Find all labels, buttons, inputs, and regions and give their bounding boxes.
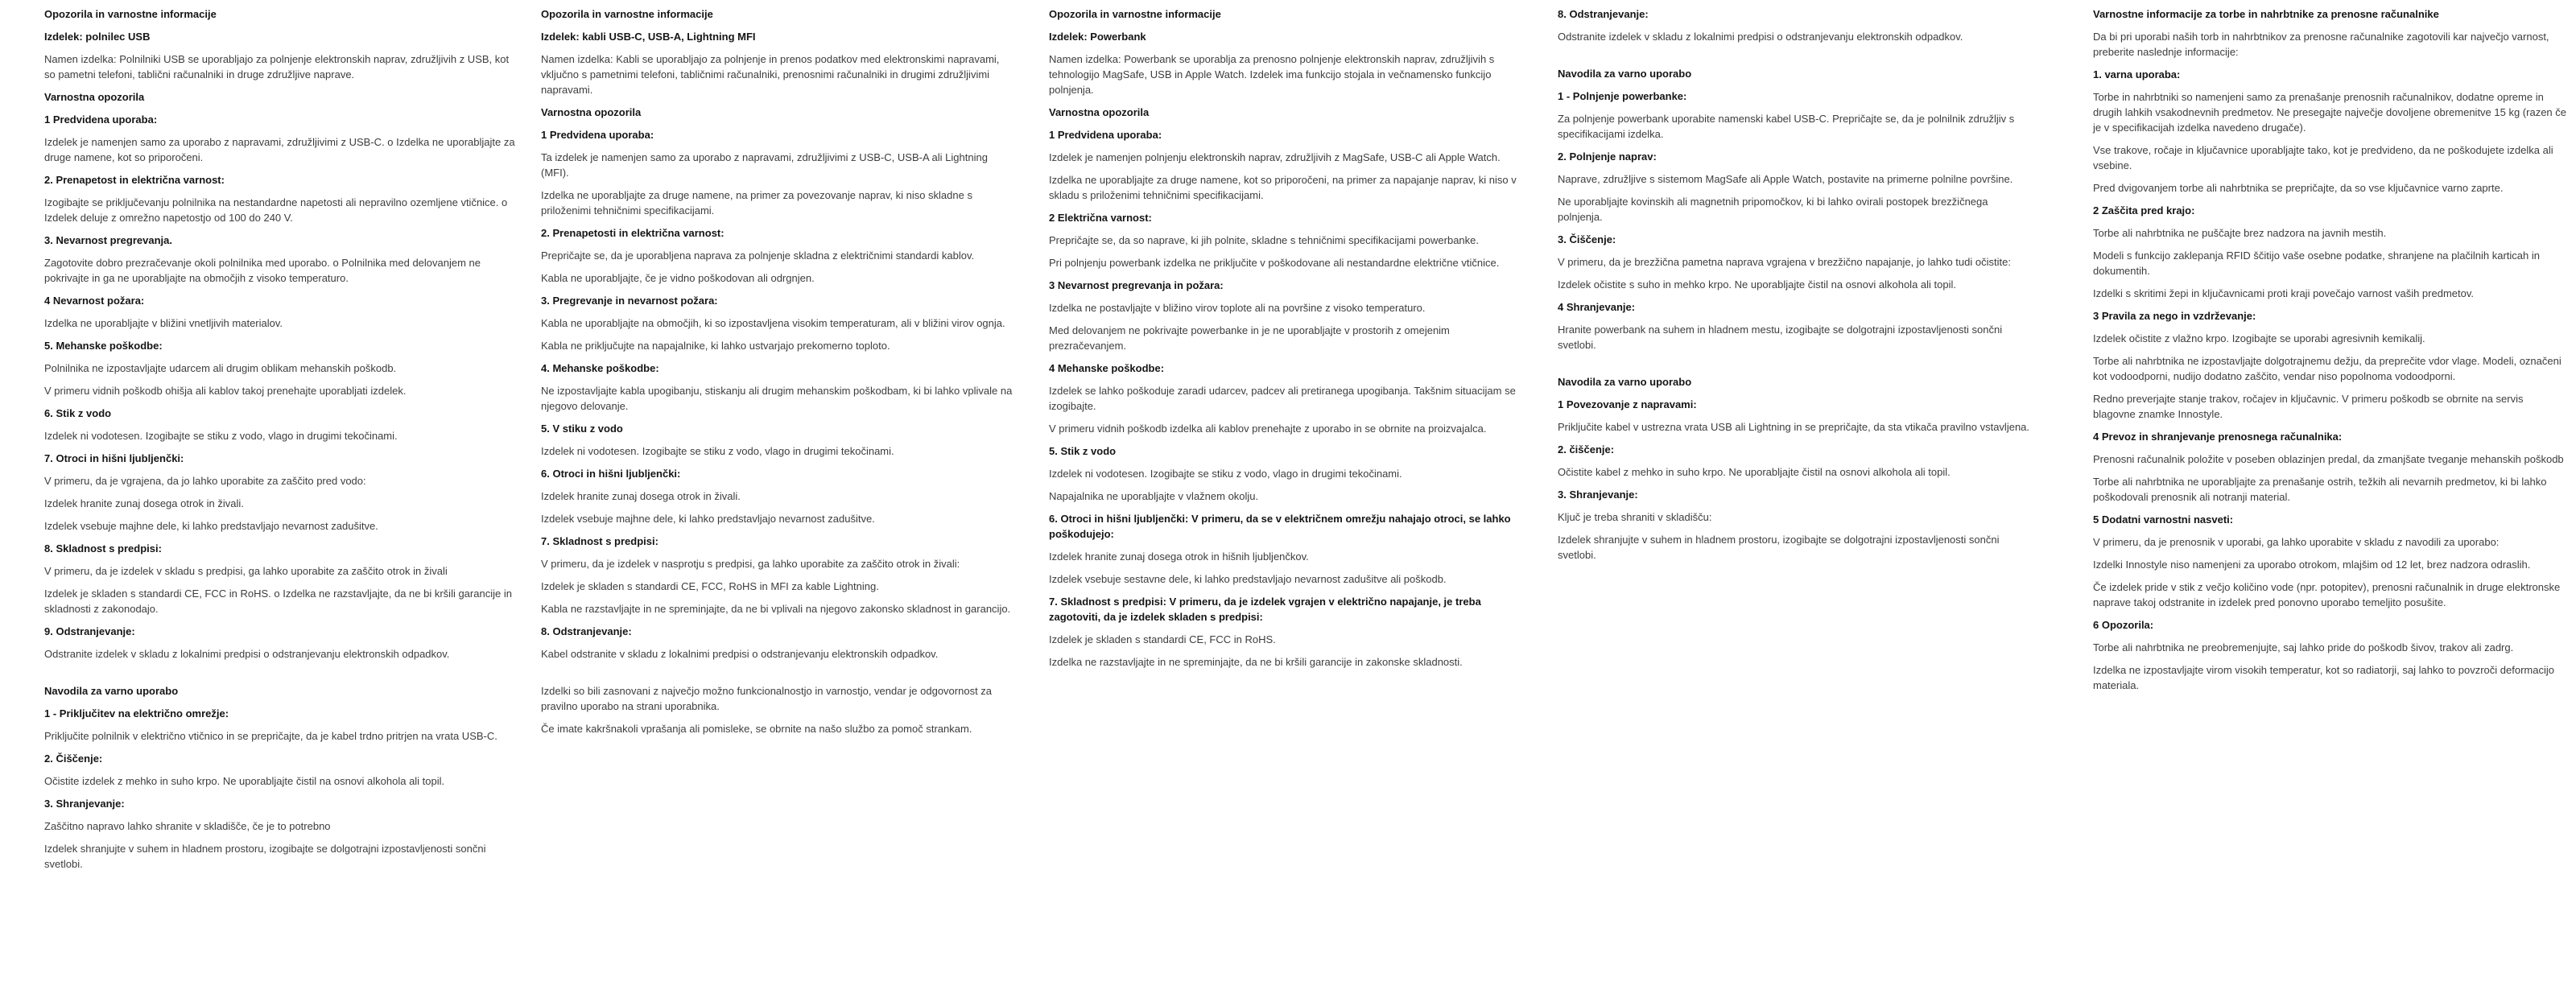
- paragraph: Ne izpostavljajte kabla upogibanju, stiskanju ali drugim mehanskim poškodbam, ki bi lahko vplivale na njegovo delovanje.: [541, 385, 1013, 412]
- paragraph: Napajalnika ne uporabljajte v vlažnem okolju.: [1049, 490, 1259, 502]
- paragraph: Izdelek hranite zunaj dosega otrok in hišnih ljubljenčkov.: [1049, 550, 1309, 563]
- section-heading: 6. Otroci in hišni ljubljenčki: V primeru, da se v električnem omrežju nahajajo otroci, se lahko poškodujejo:: [1049, 513, 1511, 540]
- section-heading: 5 Dodatni varnostni nasveti:: [2093, 513, 2234, 526]
- paragraph: Izdelka ne uporabljajte v bližini vnetljivih materialov.: [44, 317, 283, 329]
- paragraph: Očistite kabel z mehko in suho krpo. Ne uporabljajte čistil na osnovi alkohola ali topil.: [1558, 466, 1951, 478]
- paragraph: Če imate kakršnakoli vprašanja ali pomisleke, se obrnite na našo službo za pomoč strankam.: [541, 723, 972, 735]
- paragraph: Izdelek očistite z vlažno krpo. Izogibajte se uporabi agresivnih kemikalij.: [2093, 332, 2425, 344]
- section-heading: 1 Predvidena uporaba:: [1049, 129, 1162, 141]
- section-heading: 4 Shranjevanje:: [1558, 301, 1636, 313]
- section-heading: Varnostne informacije za torbe in nahrbtnike za prenosne računalnike: [2093, 8, 2439, 20]
- paragraph: Prepričajte se, da je uporabljena naprava za polnjenje skladna z električnimi standardi kablov.: [541, 249, 975, 262]
- paragraph: Izdelek vsebuje majhne dele, ki lahko predstavljajo nevarnost zadušitve.: [541, 513, 875, 525]
- paragraph: Izdelek ni vodotesen. Izogibajte se stiku z vodo, vlago in drugimi tekočinami.: [1049, 468, 1402, 480]
- section-heading: 8. Skladnost s predpisi:: [44, 542, 162, 555]
- column-cables: [541, 6, 1014, 744]
- paragraph: Odstranite izdelek v skladu z lokalnimi predpisi o odstranjevanju elektronskih odpadkov.: [1558, 31, 1963, 43]
- paragraph: Izdelek vsebuje majhne dele, ki lahko predstavljajo nevarnost zadušitve.: [44, 520, 378, 532]
- paragraph: Med delovanjem ne pokrivajte powerbanke in je ne uporabljajte v prostorih z omejenim prezračevanjem.: [1049, 324, 1450, 352]
- paragraph: V primeru, da je izdelek v skladu s predpisi, ga lahko uporabite za zaščito otrok in živali: [44, 565, 448, 577]
- paragraph: Polnilnika ne izpostavljajte udarcem ali drugim oblikam mehanskih poškodb.: [44, 362, 397, 374]
- paragraph: Izdelek ni vodotesen. Izogibajte se stiku z vodo, vlago in drugimi tekočinami.: [541, 445, 894, 457]
- section-heading: Izdelek: kabli USB-C, USB-A, Lightning MFI: [541, 31, 756, 43]
- section-heading: 5. Stik z vodo: [1049, 445, 1117, 457]
- paragraph: Zagotovite dobro prezračevanje okoli polnilnika med uporabo. o Polnilnika med delovanjem ne pokrivajte in ga ne uporabljajte na območjih z visoko temperaturo.: [44, 257, 481, 284]
- section-heading: 3. Shranjevanje:: [1558, 489, 1638, 501]
- section-heading: 8. Odstranjevanje:: [541, 625, 632, 637]
- paragraph: Izdelek shranjujte v suhem in hladnem prostoru, izogibajte se dolgotrajni izpostavljenosti sončni svetlobi.: [44, 843, 486, 870]
- paragraph: Prepričajte se, da so naprave, ki jih polnite, skladne s tehničnimi specifikacijami powerbanke.: [1049, 234, 1479, 246]
- paragraph: Izdelek je namenjen polnjenju elektronskih naprav, združljivih z MagSafe, USB-C ali Apple Watch.: [1049, 151, 1501, 163]
- section-heading: 4 Prevoz in shranjevanje prenosnega računalnika:: [2093, 431, 2343, 443]
- section-heading: 9. Odstranjevanje:: [44, 625, 135, 637]
- paragraph: V primeru vidnih poškodb ohišja ali kablov takoj prenehajte uporabljati izdelek.: [44, 385, 407, 397]
- section-heading: 6. Stik z vodo: [44, 407, 112, 419]
- paragraph: Izdelka ne razstavljajte in ne spreminjajte, da ne bi kršili garancije in zakonske skladnosti.: [1049, 656, 1463, 668]
- column-laptop-bags: [2093, 6, 2566, 700]
- column-powerbank: [1049, 6, 1522, 677]
- paragraph: Kabel odstranite v skladu z lokalnimi predpisi o odstranjevanju elektronskih odpadkov.: [541, 648, 939, 660]
- section-heading: 1 Predvidena uporaba:: [541, 129, 654, 141]
- section-heading: 1. varna uporaba:: [2093, 68, 2181, 80]
- paragraph: Izdelek je skladen s standardi CE, FCC, RoHS in MFI za kable Lightning.: [541, 580, 879, 592]
- section-heading: 1 - Polnjenje powerbanke:: [1558, 90, 1687, 102]
- paragraph: Da bi pri uporabi naših torb in nahrbtnikov za prenosne računalnike zagotovili kar največjo varnost, preberite naslednje informacije:: [2093, 31, 2549, 58]
- section-heading: 5. Mehanske poškodbe:: [44, 340, 163, 352]
- paragraph: Modeli s funkcijo zaklepanja RFID ščitijo vaše osebne podatke, shranjene na plačilnih karticah in dokumentih.: [2093, 249, 2540, 277]
- section-heading: Navodila za varno uporabo: [44, 685, 179, 697]
- paragraph: Izdelka ne izpostavljajte virom visokih temperatur, kot so radiatorji, saj lahko to povzroči deformacijo materiala.: [2093, 664, 2554, 691]
- paragraph: Izdelka ne uporabljajte za druge namene, kot so priporočeni, na primer za napajanje naprav, ki niso v skladu s priloženimi tehničnimi specifikacijami.: [1049, 174, 1517, 201]
- paragraph: Ta izdelek je namenjen samo za uporabo z napravami, združljivimi z USB-C, USB-A ali Lightning (MFI).: [541, 151, 988, 179]
- section-heading: Varnostna opozorila: [44, 91, 145, 103]
- paragraph: Izdelek je skladen s standardi CE, FCC in RoHS. o Izdelka ne razstavljajte, da ne bi kršili garancije in skladnosti z zakonodajo.: [44, 588, 512, 615]
- paragraph: Namen izdelka: Powerbank se uporablja za prenosno polnjenje elektronskih naprav, združljivih s tehnologijo MagSafe, USB in Apple Watch. Izdelek ima funkcijo stojala in večnamensko funkcijo polnjenja.: [1049, 53, 1495, 96]
- paragraph: Izdelek ni vodotesen. Izogibajte se stiku z vodo, vlago in drugimi tekočinami.: [44, 430, 398, 442]
- paragraph: Ne uporabljajte kovinskih ali magnetnih pripomočkov, ki bi lahko ovirali postopek brezžičnega polnjenja.: [1558, 196, 1988, 223]
- paragraph: Izdelki Innostyle niso namenjeni za uporabo otrokom, mlajšim od 12 let, brez nadzora odraslih.: [2093, 559, 2531, 571]
- section-heading: 3. Čiščenje:: [1558, 233, 1616, 245]
- paragraph: Redno preverjajte stanje trakov, ročajev in ključavnic. V primeru poškodb se obrnite na servis blagovne znamke Innostyle.: [2093, 393, 2524, 420]
- paragraph: Izdelka ne postavljajte v bližino virov toplote ali na površine z visoko temperaturo.: [1049, 302, 1426, 314]
- paragraph: Torbe ali nahrbtnika ne preobremenjujte, saj lahko pride do poškodb šivov, trakov ali zadrg.: [2093, 641, 2514, 653]
- paragraph: Namen izdelka: Polnilniki USB se uporabljajo za polnjenje elektronskih naprav, združljivih z USB, kot so pametni telefoni, tablični računalniki in druge združljive naprave.: [44, 53, 510, 80]
- column-usb-charger: [44, 6, 518, 879]
- section-heading: Varnostna opozorila: [541, 106, 642, 118]
- section-heading: 4. Mehanske poškodbe:: [541, 362, 659, 374]
- section-heading: Izdelek: Powerbank: [1049, 31, 1146, 43]
- paragraph: Torbe ali nahrbtnika ne uporabljajte za prenašanje ostrih, težkih ali nevarnih predmetov, ki bi lahko poškodovali prenosnik ali notranji material.: [2093, 476, 2547, 503]
- paragraph: Pri polnjenju powerbank izdelka ne priključite v poškodovane ali nestandardne električne vtičnice.: [1049, 257, 1500, 269]
- paragraph: Odstranite izdelek v skladu z lokalnimi predpisi o odstranjevanju elektronskih odpadkov.: [44, 648, 450, 660]
- section-heading: 4 Nevarnost požara:: [44, 295, 145, 307]
- paragraph: Prenosni računalnik položite v poseben oblazinjen predal, da zmanjšate tveganje mehanskih poškodb: [2093, 453, 2564, 465]
- section-heading: 7. Otroci in hišni ljubljenčki:: [44, 452, 184, 464]
- paragraph: Kabla ne priključujte na napajalnike, ki lahko ustvarjajo prekomerno toploto.: [541, 340, 890, 352]
- paragraph: Očistite izdelek z mehko in suho krpo. Ne uporabljajte čistil na osnovi alkohola ali topil.: [44, 775, 445, 787]
- paragraph: Izdelki s skritimi žepi in ključavnicami proti kraji povečajo varnost vaših predmetov.: [2093, 287, 2474, 299]
- column-usage-instructions: [1558, 6, 2031, 570]
- paragraph: Torbe in nahrbtniki so namenjeni samo za prenašanje prenosnih računalnikov, dodatne opreme in drugih lahkih vsakodnevnih predmetov. Ne presegajte največje dovoljene obremenitve 15 kg (razen če je v specifikacijah izdelka navedeno drugače).: [2093, 91, 2566, 134]
- section-heading: 2. čiščenje:: [1558, 443, 1615, 456]
- paragraph: Vse trakove, ročaje in ključavnice uporabljajte tako, kot je predvideno, da ne poškodujete izdelka ali vsebine.: [2093, 144, 2553, 171]
- paragraph: Kabla ne razstavljajte in ne spreminjajte, da ne bi vplivali na njegovo zakonsko skladnost in garancijo.: [541, 603, 1011, 615]
- paragraph: Torbe ali nahrbtnika ne puščajte brez nadzora na javnih mestih.: [2093, 227, 2387, 239]
- paragraph: Priključite kabel v ustrezna vrata USB ali Lightning in se prepričajte, da sta vtikača pravilno vstavljena.: [1558, 421, 2030, 433]
- section-heading: 2. Čiščenje:: [44, 752, 103, 765]
- paragraph: Izdelek vsebuje sestavne dele, ki lahko predstavljajo nevarnost zadušitve ali poškodb.: [1049, 573, 1447, 585]
- section-heading: 2. Prenapetosti in električna varnost:: [541, 227, 724, 239]
- paragraph: Izdelek očistite s suho in mehko krpo. Ne uporabljajte čistil na osnovi alkohola ali topil.: [1558, 278, 1956, 291]
- section-heading: 1 - Priključitev na električno omrežje:: [44, 707, 229, 719]
- section-heading: 2 Električna varnost:: [1049, 212, 1152, 224]
- section-heading: 3. Nevarnost pregrevanja.: [44, 234, 172, 246]
- section-heading: Navodila za varno uporabo: [1558, 68, 1692, 80]
- paragraph: Kabla ne uporabljajte na območjih, ki so izpostavljena visokim temperaturam, ali v bližini virov ognja.: [541, 317, 1005, 329]
- section-heading: 2 Zaščita pred krajo:: [2093, 204, 2195, 216]
- section-heading: 5. V stiku z vodo: [541, 423, 623, 435]
- paragraph: V primeru vidnih poškodb izdelka ali kablov prenehajte z uporabo in se obrnite na proizvajalca.: [1049, 423, 1487, 435]
- paragraph: Izdelek se lahko poškoduje zaradi udarcev, padcev ali pretiranega upogibanja. Takšnim situacijam se izogibajte.: [1049, 385, 1516, 412]
- section-heading: 3. Pregrevanje in nevarnost požara:: [541, 295, 718, 307]
- paragraph: Izdelek shranjujte v suhem in hladnem prostoru, izogibajte se dolgotrajni izpostavljenosti sončni svetlobi.: [1558, 534, 2000, 561]
- paragraph: Izdelka ne uporabljajte za druge namene, na primer za povezovanje naprav, ki niso skladne s priloženimi tehničnimi specifikacijami.: [541, 189, 972, 216]
- paragraph: Izdelki so bili zasnovani z največjo možno funkcionalnostjo in varnostjo, vendar je odgovornost za pravilno uporabo na strani uporabnika.: [541, 685, 993, 712]
- section-heading: 1 Povezovanje z napravami:: [1558, 398, 1697, 410]
- paragraph: Priključite polnilnik v električno vtičnico in se prepričajte, da je kabel trdno pritrjen na vrata USB-C.: [44, 730, 497, 742]
- paragraph: Torbe ali nahrbtnika ne izpostavljajte dolgotrajnemu dežju, da preprečite vdor vlage. Modeli, označeni kot vodoodporni, nudijo dodatno zaščito, vendar niso popolnoma vodoodporni.: [2093, 355, 2562, 382]
- paragraph: V primeru, da je izdelek v nasprotju s predpisi, ga lahko uporabite za zaščito otrok in živali:: [541, 558, 960, 570]
- section-heading: 3 Nevarnost pregrevanja in požara:: [1049, 279, 1224, 291]
- section-heading: Navodila za varno uporabo: [1558, 376, 1692, 388]
- paragraph: Hranite powerbank na suhem in hladnem mestu, izogibajte se dolgotrajni izpostavljenosti sončni svetlobi.: [1558, 324, 2003, 351]
- paragraph: Izdelek je skladen s standardi CE, FCC in RoHS.: [1049, 633, 1276, 645]
- section-heading: 7. Skladnost s predpisi:: [541, 535, 658, 547]
- section-heading: 3 Pravila za nego in vzdrževanje:: [2093, 310, 2256, 322]
- paragraph: Izogibajte se priključevanju polnilnika na nestandardne napetosti ali nepravilno ozemljene vtičnice. o Izdelek deluje z omrežno napetostjo od 100 do 240 V.: [44, 196, 508, 224]
- paragraph: Zaščitno napravo lahko shranite v skladišče, če je to potrebno: [44, 820, 331, 832]
- paragraph: Namen izdelka: Kabli se uporabljajo za polnjenje in prenos podatkov med elektronskimi napravami, vključno s pametnimi telefoni, tabličnimi računalniki, prenosnimi računalniki in drugimi združljivimi napravami.: [541, 53, 1000, 96]
- section-heading: 7. Skladnost s predpisi: V primeru, da je izdelek vgrajen v električno napajanje, je treba zagotoviti, da je izdelek skladen s predpisi:: [1049, 596, 1481, 623]
- section-heading: 1 Predvidena uporaba:: [44, 113, 158, 126]
- section-heading: 4 Mehanske poškodbe:: [1049, 362, 1165, 374]
- section-heading: 2. Prenapetost in električna varnost:: [44, 174, 225, 186]
- paragraph: V primeru, da je prenosnik v uporabi, ga lahko uporabite v skladu z navodili za uporabo:: [2093, 536, 2500, 548]
- section-heading: 3. Shranjevanje:: [44, 798, 125, 810]
- paragraph: Če izdelek pride v stik z večjo količino vode (npr. potopitev), prenosni računalnik in druge elektronske naprave takoj odstranite in izdelek pred ponovno uporabo temeljito posušite.: [2093, 581, 2561, 608]
- paragraph: V primeru, da je brezžična pametna naprava vgrajena v brezžično napajanje, jo lahko tudi očistite:: [1558, 256, 2011, 268]
- paragraph: Izdelek hranite zunaj dosega otrok in živali.: [44, 497, 244, 509]
- section-heading: Opozorila in varnostne informacije: [1049, 8, 1221, 20]
- paragraph: Ključ je treba shraniti v skladišču:: [1558, 511, 1712, 523]
- paragraph: Za polnjenje powerbank uporabite namenski kabel USB-C. Prepričajte se, da je polnilnik združljiv s specifikacijami izdelka.: [1558, 113, 2015, 140]
- paragraph: Izdelek hranite zunaj dosega otrok in živali.: [541, 490, 741, 502]
- section-heading: Opozorila in varnostne informacije: [44, 8, 217, 20]
- section-heading: Izdelek: polnilec USB: [44, 31, 151, 43]
- paragraph: Naprave, združljive s sistemom MagSafe ali Apple Watch, postavite na primerne polnilne površine.: [1558, 173, 2013, 185]
- paragraph: Pred dvigovanjem torbe ali nahrbtnika se prepričajte, da so vse ključavnice varno zaprte.: [2093, 182, 2504, 194]
- section-heading: Varnostna opozorila: [1049, 106, 1150, 118]
- paragraph: V primeru, da je vgrajena, da jo lahko uporabite za zaščito pred vodo:: [44, 475, 366, 487]
- section-heading: 2. Polnjenje naprav:: [1558, 150, 1657, 163]
- section-heading: 6 Opozorila:: [2093, 619, 2154, 631]
- section-heading: Opozorila in varnostne informacije: [541, 8, 713, 20]
- section-heading: 8. Odstranjevanje:: [1558, 8, 1649, 20]
- section-heading: 6. Otroci in hišni ljubljenčki:: [541, 468, 681, 480]
- paragraph: Kabla ne uporabljajte, če je vidno poškodovan ali odrgnjen.: [541, 272, 815, 284]
- paragraph: Izdelek je namenjen samo za uporabo z napravami, združljivimi z USB-C. o Izdelka ne uporabljajte za druge namene, kot so priporočeni.: [44, 136, 515, 163]
